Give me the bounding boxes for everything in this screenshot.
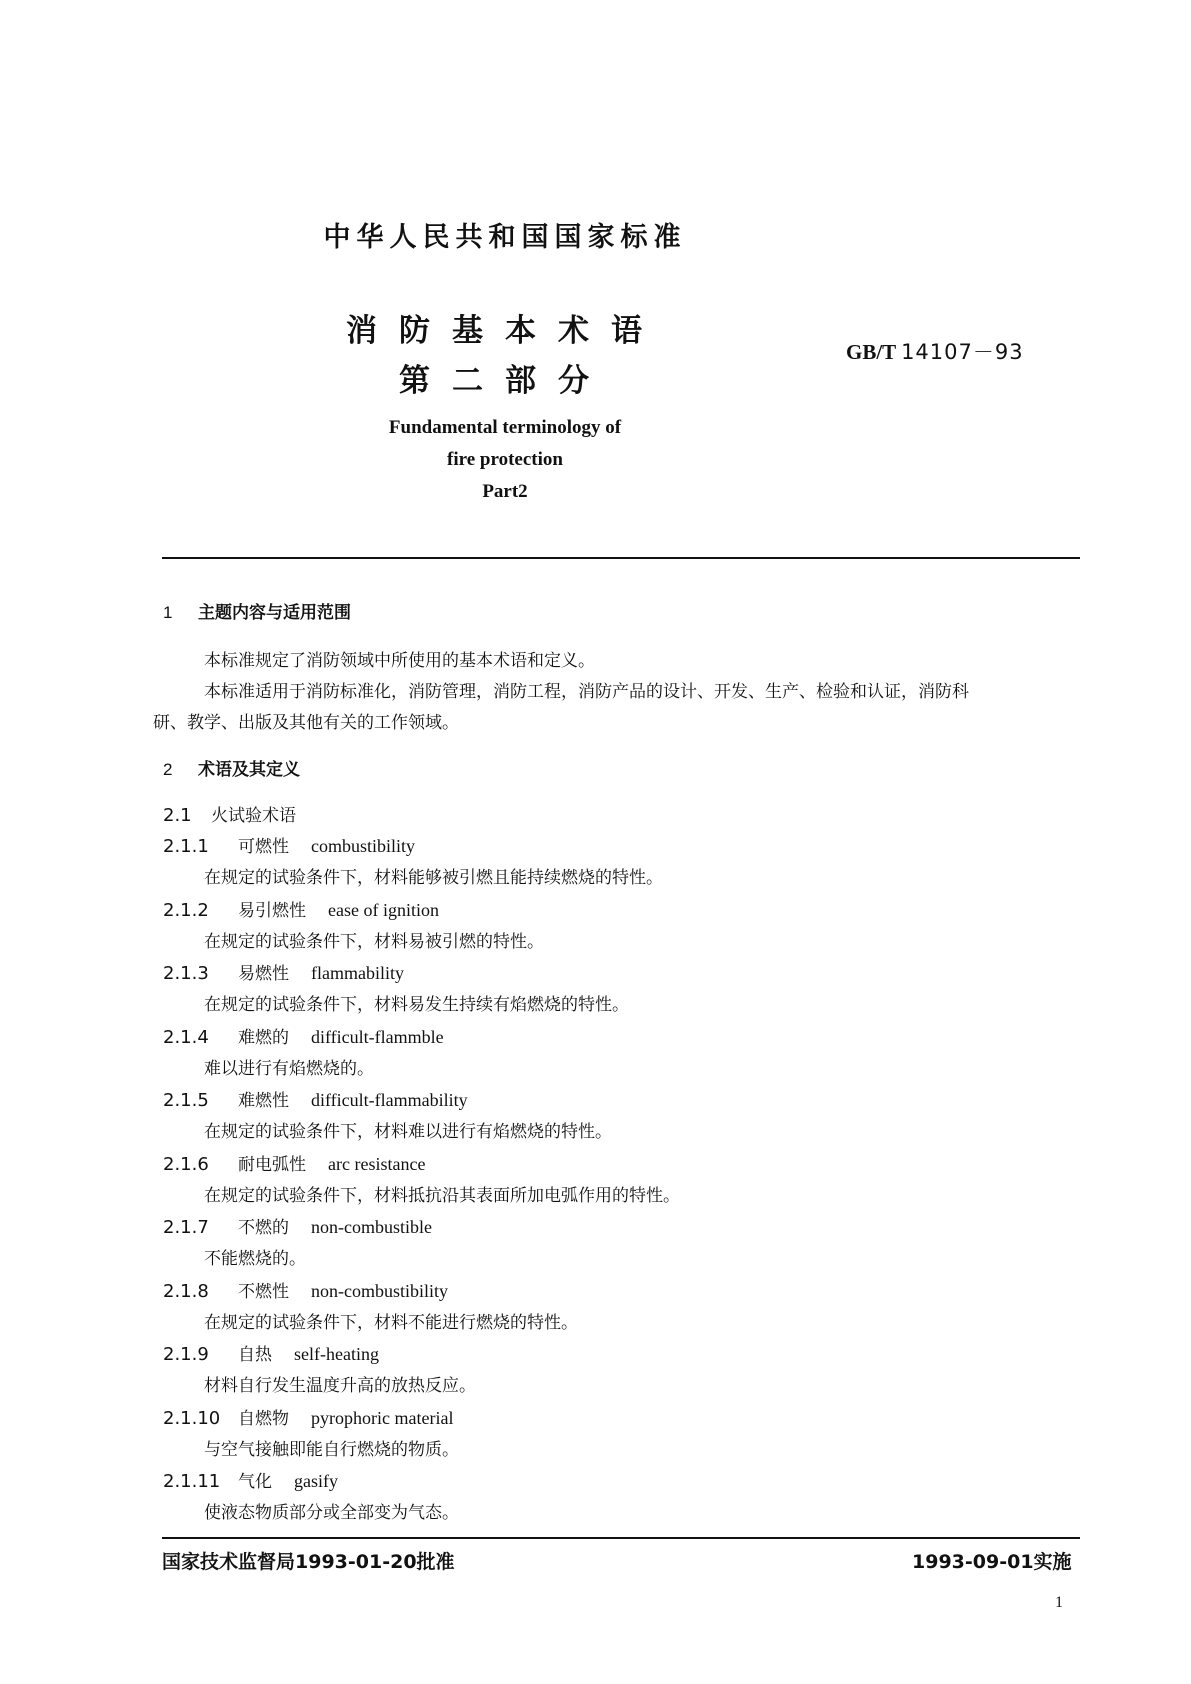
term-entry xyxy=(163,1023,444,1048)
term-number: 2.1.3 xyxy=(163,963,209,984)
term-entry xyxy=(163,1277,448,1302)
subsection-2-1-heading xyxy=(163,801,296,826)
term-entry xyxy=(163,1404,453,1429)
section-1-paragraph-2: 本标准适用于消防标准化，消防管理，消防工程，消防产品的设计、开发、生产、检验和认证，消防科 xyxy=(204,682,969,702)
section-2-heading xyxy=(163,755,300,780)
section-1-number: 1 xyxy=(163,603,173,622)
section-1-paragraph-1: 本标准规定了消防领域中所使用的基本术语和定义。 xyxy=(204,651,595,671)
term-english: difficult-flammble xyxy=(311,1027,444,1047)
term-number: 2.1.10 xyxy=(163,1408,221,1429)
term-definition: 使液态物质部分或全部变为气态。 xyxy=(204,1503,459,1523)
term-entry xyxy=(163,896,439,921)
term-number: 2.1.8 xyxy=(163,1281,209,1302)
term-entry xyxy=(163,1467,338,1492)
term-definition: 在规定的试验条件下，材料易被引燃的特性。 xyxy=(204,932,544,952)
document-title-line2: 第二部分 xyxy=(399,363,611,399)
implementation-date: 1993-09-01实施 xyxy=(912,1551,1072,1573)
term-chinese: 不燃性 xyxy=(238,1282,289,1302)
term-chinese: 自热 xyxy=(238,1345,272,1365)
term-chinese: 难燃的 xyxy=(238,1028,289,1048)
term-english: non-combustibility xyxy=(311,1281,448,1301)
approval-date: 国家技术监督局1993-01-20批准 xyxy=(162,1551,455,1573)
section-2-number: 2 xyxy=(163,760,173,779)
subsection-number: 2.1 xyxy=(163,805,192,826)
term-definition: 在规定的试验条件下，材料抵抗沿其表面所加电弧作用的特性。 xyxy=(204,1186,680,1206)
section-1-paragraph-3: 研、教学、出版及其他有关的工作领域。 xyxy=(153,713,459,733)
term-definition: 材料自行发生温度升高的放热反应。 xyxy=(204,1376,476,1396)
section-1-heading xyxy=(163,598,351,623)
term-english: difficult-flammability xyxy=(311,1090,468,1110)
document-title-line1: 消防基本术语 xyxy=(346,313,664,349)
term-english: arc resistance xyxy=(328,1154,426,1174)
section-2-title: 术语及其定义 xyxy=(198,760,300,780)
term-entry xyxy=(163,959,404,984)
section-1-title: 主题内容与适用范围 xyxy=(198,603,351,623)
standard-code-number: 14107－93 xyxy=(901,340,1024,364)
term-english: gasify xyxy=(294,1471,338,1491)
term-chinese: 耐电弧性 xyxy=(238,1155,306,1175)
term-chinese: 自燃物 xyxy=(238,1409,289,1429)
term-english: ease of ignition xyxy=(328,900,439,920)
term-english: non-combustible xyxy=(311,1217,432,1237)
term-definition: 在规定的试验条件下，材料难以进行有焰燃烧的特性。 xyxy=(204,1122,612,1142)
term-entry xyxy=(163,832,415,857)
footer-divider xyxy=(162,1537,1080,1539)
page-number: 1 xyxy=(1055,1594,1063,1611)
subsection-title: 火试验术语 xyxy=(211,806,296,826)
term-chinese: 可燃性 xyxy=(238,837,289,857)
term-chinese: 气化 xyxy=(238,1472,272,1492)
term-chinese: 易燃性 xyxy=(238,964,289,984)
term-entry xyxy=(163,1340,379,1365)
term-entry xyxy=(163,1213,432,1238)
english-title-line3: Part2 xyxy=(482,481,528,502)
english-title-line1: Fundamental terminology of xyxy=(388,417,622,438)
term-entry xyxy=(163,1086,468,1111)
term-definition: 在规定的试验条件下，材料不能进行燃烧的特性。 xyxy=(204,1313,578,1333)
term-definition: 与空气接触即能自行燃烧的物质。 xyxy=(204,1440,459,1460)
term-english: combustibility xyxy=(311,836,416,856)
term-number: 2.1.4 xyxy=(163,1027,209,1048)
term-number: 2.1.5 xyxy=(163,1090,209,1111)
term-chinese: 不燃的 xyxy=(238,1218,289,1238)
header-divider xyxy=(162,557,1080,559)
standard-type-header: 中华人民共和国国家标准 xyxy=(323,222,687,253)
term-number: 2.1.6 xyxy=(163,1154,209,1175)
term-definition: 不能燃烧的。 xyxy=(204,1249,306,1269)
term-definition: 在规定的试验条件下，材料易发生持续有焰燃烧的特性。 xyxy=(204,995,629,1015)
term-chinese: 难燃性 xyxy=(238,1091,289,1111)
term-chinese: 易引燃性 xyxy=(238,901,306,921)
standard-code-prefix: GB/T xyxy=(846,340,896,364)
term-english: pyrophoric material xyxy=(311,1408,454,1428)
term-entry xyxy=(163,1150,425,1175)
standard-code xyxy=(846,336,1024,366)
english-title-line2: fire protection xyxy=(447,449,563,470)
term-number: 2.1.1 xyxy=(163,836,209,857)
term-definition: 难以进行有焰燃烧的。 xyxy=(204,1059,374,1079)
term-number: 2.1.7 xyxy=(163,1217,209,1238)
term-english: self-heating xyxy=(294,1344,379,1364)
term-number: 2.1.11 xyxy=(163,1471,221,1492)
term-english: flammability xyxy=(311,963,404,983)
term-definition: 在规定的试验条件下，材料能够被引燃且能持续燃烧的特性。 xyxy=(204,868,663,888)
term-number: 2.1.9 xyxy=(163,1344,209,1365)
term-number: 2.1.2 xyxy=(163,900,209,921)
